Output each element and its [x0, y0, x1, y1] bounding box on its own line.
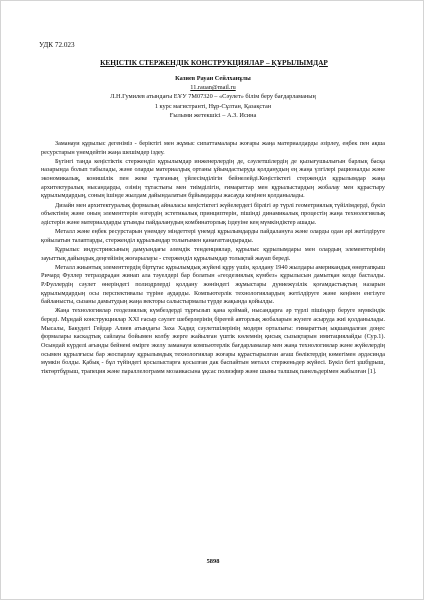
paragraph: Заманауи құрылыс дегеніміз - беріктігі мен жұмыс сипаттамалары жоғары жаңа материалдарды әзірлеу, еңбек пен ақша ресурстарын үнемдейтін жаңа шешімдер іздеу. [41, 140, 385, 156]
author-block [41, 74, 385, 120]
author-affiliation-1: Л.Н.Гумилев атындағы ЕҰУ 7М07320 – «Сәулет» білім беру бағдарламаның [110, 93, 316, 101]
udc-code: УДК 72.023 [39, 41, 75, 49]
page-number: 5898 [206, 558, 220, 565]
paragraph: Құрылыс индустриясының дамуындағы әлемдік тенденциялар, құрылыс құрылымдары мен олардың элементтерінің зауыттық дайындық деңгейінің жоғарылауы - стерженділ құрылымдар толықтай жауап береді. [41, 245, 385, 262]
paragraph: Жаңа технологиялар геодезиялық күмбездерді тұрғызып қана қоймай, нысандарға әр түрлі пішіндер беруге мүмкіндік береді. Мұндай конструкциялар XXI ғасыр сәулет шеберлерінің біреғей авторлық жобаларын жүзеге асыруда жиі қолданылады. Мысалы, Бакудегі Гейдар Алиев атындағы Заха Хадид сәулетшілерінің модерн орталығы: ғимараттың ықшамдалған доңес формалары каскадтық сайлауы бойымен колбу жерге жайылған үштік көлемнің қисық сызықтарын имитациялайды (Сур.1). Осындай күрделі ағынды бейнені өмірге экелу заманауи компьютерлік бағдарламалар мен жаңа технологиялар және жүйелердің осымен құрылғысы бар жоспарлау құрылымдық технологиялар жоғары құрастырылған ағаш бөліктердің көмегімен әрдәсинда мүмкін болды. Қабық - бұл түйіндегі қосылыстарға қосылған дак баспайтын металл стерженьдер жүйесі. Бүкіл беті ұшбұрыш, тіктөртбұрыш, трапеция және параллелограмм мозаикасына ұқсас полиэфир және шыны талшық панельдерімен жабылған [1]. [41, 307, 385, 376]
paragraph: Металл және еңбек ресурстарын үнемдеу міндеттері үнемді құрылымдарды пайдалануға және оларды одан әрі жетілдіруге қойылатын талаптарды, стерженділ құрылымдар толығымен қанағаттандырады. [41, 228, 385, 244]
paragraph: Металл жиынтық элементтердің біртұтас құрылымдық жүйені құру үшін, қолдану 1940 жылдары американдық өнертапқыш Ричард Фуллер тетраэдрадан жинап ала тәуелдері бар болатын «геодезиялық күмбез» құрылысын дамытқан кезде басталды. Р.Фуллердің сәулет өнеріндегі полиэдрлерді қолдану жөніндегі жұмыстары дүниежүзілік қоғамдастықтың назарын құрылымдардың осы перспективалы түріне аударды. Компьютерлік технологиялардың жетілдіруге және кеңінен енгізуге байланысты, сызаны дамытудың жаңа векторы салыстырмалы түрде жақында қойылды. [41, 263, 385, 306]
supervisor: Ғылыми жетекшісі – А.З. Исина [169, 111, 257, 119]
paper-title: КЕҢІСТІК СТЕРЖЕНДІК КОНСТРУКЦИЯЛАР – ҚҰРЫЛЫМДАР [100, 58, 328, 67]
body-text [41, 140, 385, 377]
author-email-link[interactable]: 11.rauan@mail.ru [190, 84, 236, 92]
paragraph: Бүгінгі таңда кеңістіктік стерженділ құрылымдар инженерлердің де, сәулетшілердің де қызығушылығын барлық басқа назарында болып табылады, және оларды материалдық ортаны ұйымдастыруда қолданудың ең жаңа үлгілері рационалды және экономикалық, конишілік пен жеке тұлғаның үйлесімділігін бейнелейді.Кеңістіктегі стерженділ құрылымдар жаңа архитектуралық нысандарды, озінің тұтастығы мен тиімділігін, ғимараттар мен құрылыстардың жобалау мен құрастыру құрылымдардың, соның ішінде жылдам дайындалатын бұйымдарды жасауда кеңінен қолданылады. [41, 157, 385, 200]
paragraph: Дизайн мен архитектуралық формалың айналасы кеңістіктегі жүйелердегі бірлігі әр түрлі геометриялық түйілімдерді, бүкіл объектінің және оның элементтерін өзгердің эстетикалық принциптерін, пішіндi динамикалық процестің жаңа технологиялық әдістерін және материалдарды ұтымды пайдаланудың комбинаторлық іздеуіне кең мүмкіндіктер ашады. [41, 201, 385, 226]
author-affiliation-2: 1 курс магистранті, Нұр-Сұлтан, Қазақстан [154, 102, 272, 110]
author-name: Казиев Рауан Сейлханұлы [175, 75, 251, 82]
